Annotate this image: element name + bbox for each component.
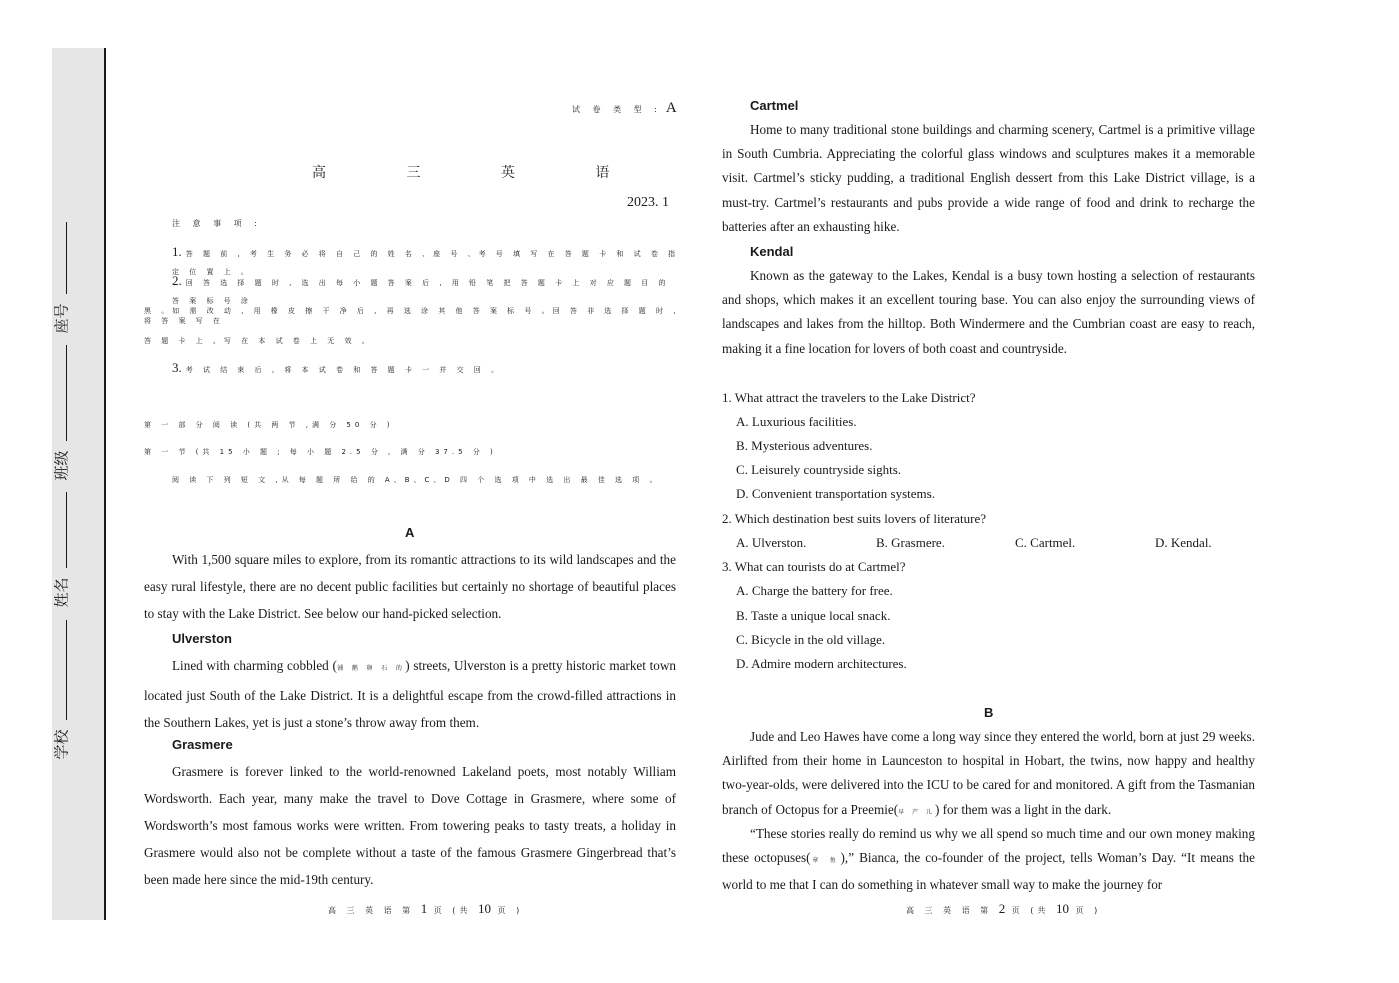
note-3: 3. 考 试 结 束 后 , 将 本 试 卷 和 答 题 卡 一 并 交 回 。	[172, 360, 503, 375]
passage-a-letter: A	[405, 525, 415, 540]
note-2-line-2: 黑 。如 需 改 动 , 用 橡 皮 擦 干 净 后 , 再 选 涂 其 他 答 案 标 号 。回 答 非 选 择 题 时 , 将 答 案 写 在	[144, 307, 680, 325]
grasmere-paragraph: Grasmere is forever linked to the world-renowned Lakeland poets, most notably William Wordsworth. Each year, many make the travel to Dove Cottage in Grasmere, where some of Wordsworth’s most famous works were written. From towering peaks to tasty treats, a holiday in Grasmere would also not be complete without a taste of the famous Grasmere Gingerbread that’s been made here since the mid-19th century.	[144, 764, 676, 887]
question-1: 1. What attract the travelers to the Lake District?	[722, 390, 976, 405]
ulverston-paragraph: Lined with charming cobbled (铺 鹅 卵 石 的) streets, Ulverston is a pretty historic market town located just South of the Lake District. It is a delightful escape from the crowd-filled attractions in the Southern Lakes, yet is just a stone’s throw away from them.	[144, 658, 676, 730]
question-3: 3. What can tourists do at Cartmel?	[722, 559, 906, 574]
q2-option-b: B. Grasmere.	[876, 535, 945, 550]
q1-option-c: C. Leisurely countryside sights.	[736, 462, 902, 477]
question-2: 2. Which destination best suits lovers of literature?	[722, 511, 987, 526]
page-title: 高 三 英 语	[312, 165, 648, 181]
class-label: 班级	[52, 450, 71, 481]
kendal-paragraph: Known as the gateway to the Lakes, Kendal is a busy town hosting a selection of restaurants and shops, which makes it an excellent touring base. You can also enjoy the surrounding views of landscapes and lakes from the hilltop. Both Windermere and the Cumbrian coast are easy to reach, making it a fine location for lovers of both coast and countryside.	[722, 268, 1255, 356]
exam-date: 2023. 1	[627, 195, 669, 210]
school-line	[66, 620, 67, 720]
cartmel-heading: Cartmel	[750, 98, 799, 113]
q3-option-b: B. Taste a unique local snack.	[736, 608, 891, 623]
seat-line	[66, 222, 67, 294]
q1-option-b: B. Mysterious adventures.	[736, 438, 873, 453]
q2-option-a: A. Ulverston.	[736, 535, 807, 550]
kendal-heading: Kendal	[750, 244, 794, 259]
q2-option-d: D. Kendal.	[1155, 535, 1212, 550]
right-page-footer: 高 三 英 语 第 2 页 (共 10 页 )	[906, 901, 1102, 916]
section-one-heading: 第 一 节 (共 15 小 题 ; 每 小 题 2.5 分 , 满 分 37.5 分 )	[144, 448, 497, 456]
q1-option-d: D. Convenient transportation systems.	[736, 486, 935, 501]
passage-b-paragraph-1: Jude and Leo Hawes have come a long way since they entered the world, born at just 29 weeks. Airlifted from their home in Launceston to hospital in Hobart, the twins, now happy and healthy two-year-olds, were delivered into the ICU to be cared for and monitored. A gift from the Tasmanian branch of Octopus for a Preemie(早 产 儿) for them was a light in the dark.	[722, 729, 1255, 817]
name-line	[66, 492, 67, 568]
note-1: 1. 答 题 前 , 考 生 务 必 将 自 己 的 姓 名 、座 号 、考 号 填 写 在 答 题 卡 和 试 卷 指 定 位 置 上 。	[172, 244, 680, 276]
instructions: 阅 读 下 列 短 文 ,从 每 题 所 给 的 A、B、C、D 四 个 选 项 中 选 出 最 佳 选 项 。	[172, 476, 661, 484]
passage-a-intro: With 1,500 square miles to explore, from its romantic attractions to its wild landscapes and the easy rural lifestyle, there are no decent public facilities but certainly no shortage of beautiful places to stay with the Lake District. See below our hand-picked selection.	[144, 552, 676, 621]
school-label: 学校	[52, 729, 71, 760]
ulverston-heading: Ulverston	[172, 631, 232, 646]
part-one-heading: 第 一 部 分 阅 读 (共 两 节 ,满 分 50 分 )	[144, 421, 394, 429]
name-label: 姓名	[52, 577, 71, 608]
class-line	[66, 345, 67, 441]
q3-option-d: D. Admire modern architectures.	[736, 656, 907, 671]
q3-option-c: C. Bicycle in the old village.	[736, 632, 886, 647]
passage-b-letter: B	[984, 705, 994, 720]
q2-option-c: C. Cartmel.	[1015, 535, 1076, 550]
cartmel-paragraph: Home to many traditional stone buildings and charming scenery, Cartmel is a primitive village in South Cumbria. Appreciating the colorful glass windows and sculptures makes it a memorable visit. Cartmel’s sticky pudding, a traditional English dessert from this Lake District village, is a must-try. Cartmel’s restaurants and pubs provide a wide range of food and drink to recharge the batteries after an exhausting hike.	[722, 122, 1255, 234]
left-page-footer: 高 三 英 语 第 1 页 (共 10 页 )	[328, 901, 524, 916]
note-2-line-1: 2. 回 答 选 择 题 时 , 选 出 每 小 题 答 案 后 , 用 铅 笔 把 答 题 卡 上 对 应 题 目 的 答 案 标 号 涂	[172, 273, 670, 305]
q3-option-a: A. Charge the battery for free.	[736, 583, 893, 598]
paper-type: 试 卷 类 型 : A	[572, 100, 677, 116]
q1-option-a: A. Luxurious facilities.	[736, 414, 857, 429]
binding-line	[104, 48, 106, 920]
passage-b-paragraph-2: “These stories really do remind us why we all spend so much time and our own money making these octopuses(章 鱼),” Bianca, the co-founder of the project, tells Woman’s Day. “It means the world to me that I can do something in whatever small way to make the journey for	[722, 826, 1255, 893]
seat-label: 座号	[52, 303, 71, 334]
note-2-line-3: 答 题 卡 上 。写 在 本 试 卷 上 无 效 。	[144, 337, 373, 345]
notes-heading: 注 意 事 项 :	[172, 219, 262, 228]
grasmere-heading: Grasmere	[172, 737, 233, 752]
